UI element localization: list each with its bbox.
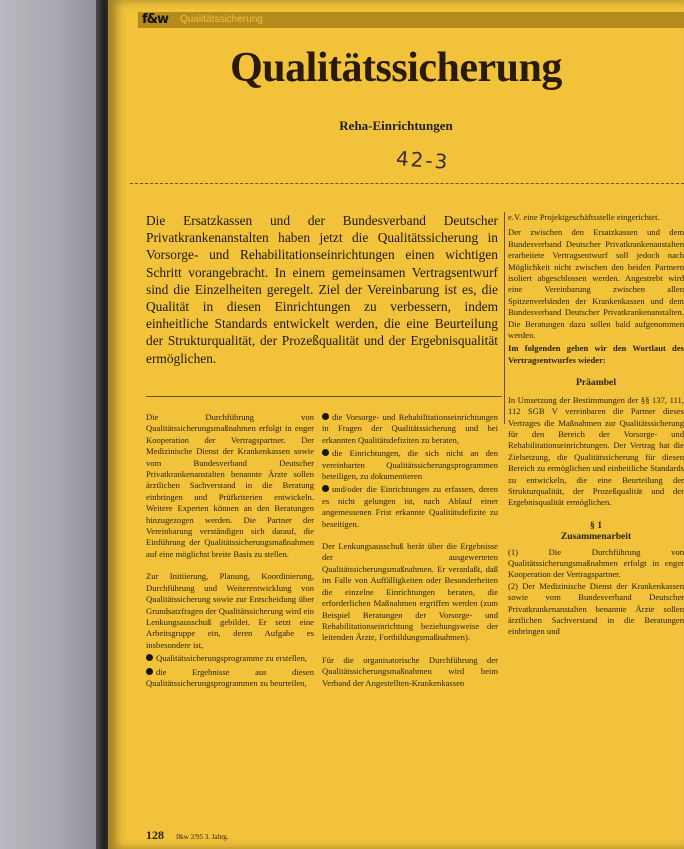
col2-paragraph: Der Lenkungsausschuß berät über die Ergebnisse der ausgewerteten Qualitätssicherungsmaßnahmen. Er veranlaßt, daß im Falle von Auffälligkeiten oder Besonderheiten die einzelne Einrichtungen beraten, die erforderlichen Maßnahmen ergriffen werden (zum Beispiel Beratungen der Vorsorge- und Rehabilitationseinrichtung beziehungsweise der leitenden Ärzte, Fortbildungsmaßnahmen). (322, 541, 498, 643)
handwritten-note: 42-3 (395, 146, 451, 174)
intro-paragraph: Die Ersatzkassen und der Bundesverband Deutscher Privatkrankenanstalten haben jetzt die Qualitätssicherung in Vorsorge- und Rehabilitationseinrichtungen einen wichtigen Schritt vorangebracht. In einem gemeinsamen Vertragsentwurf sind die Einzelheiten geregelt. Ziel der Vereinbarung ist es, die Qualität in diesen Einrichtungen zu verbessern, indem einheitliche Standards entwickelt werden, die eine Beurteilung der Strukturqualität, der Prozeßqualität und der Ergebnisqualität ermöglichen. (146, 213, 498, 366)
bullet-icon (322, 485, 329, 492)
bullet-text: Qualitätssicherungsprogramme zu erstellen, (156, 653, 308, 664)
bullet-item (322, 484, 498, 530)
bullet-text: die Einrichtungen, die sich nicht an den vereinbarten Qualitätssicherungsprogrammen beteiligen, zu dokumentieren (322, 448, 498, 482)
bullet-icon (146, 654, 153, 661)
text-column-3 (508, 212, 684, 649)
col1-paragraph: Die Durchführung von Qualitätssicherungsmaßnahmen erfolgt in enger Kooperation der Vertragspartner. Der Medizinische Dienst der Krankenkassen sowie vom Bundesverband Deutscher Privatkrankenanstalten benannte Ärzte sollen ärztlichen Sachverstand in die Beratung einbringen und Prüfkriterien entwickeln. Weitere Experten können an den Beratungen hinzugezogen werden. Die Partner der Vereinbarung verständigen sich darauf, die Einführung der Qualitätssicherungsmaßnahmen auf eine möglichst breite Basis zu stellen. (146, 412, 314, 559)
footer-source: f&w 2/95 3. Jahrg. (176, 833, 229, 841)
bullet-icon (322, 413, 329, 420)
text-column-2 (322, 412, 498, 700)
col3-paragraph: (2) Der Medizinische Dienst der Krankenkassen sowie vom Bundesverband Deutscher Privatkrankenanstalten benannte Ärzte sollen ärztlichen Sachverstand in die Beratungen einbringen und (508, 580, 684, 637)
col3-paragraph: Der zwischen den Ersatzkassen und dem Bundesverband Deutscher Privatkrankenanstalten erarbeitete Vertragsentwurf soll jedoch nach Möglichkeit nicht zwischen den beiden Partnern isoliert abgeschlossen werden. Angestrebt wird eine Vereinbarung zwischen allen Spitzenverbänden der Krankenkassen und dem Bundesverband Deutscher Privatkrankenanstalten. Die Beratungen dazu sollen bald aufgenommen werden. (508, 227, 684, 341)
bullet-item (322, 448, 498, 482)
section-number: § 1 (590, 519, 602, 531)
col1-paragraph: Zur Initiierung, Planung, Koordinierung, Durchführung und Weiterentwicklung von Qualitätssicherung sowie zur Entscheidung über Grundsatzfragen der Qualitätssicherung wird ein Lenkungsausschuß gebildet. Er setzt eine Arbeitsgruppe ein, deren Aufgabe es insbesondere ist, (146, 571, 314, 650)
col3-paragraph: e.V. eine Projektgeschäftsstelle eingerichtet. (508, 212, 660, 222)
page-number: 128 (146, 828, 164, 842)
magazine-logo: f&w (142, 12, 169, 27)
bullet-icon (322, 449, 329, 456)
col3-paragraph: In Umsetzung der Bestimmungen der §§ 137, 111, 112 SGB V vereinbaren die Partner dieses Vertrages die Maßnahmen zur Qualitätssicherung für den Bereich der Vorsorge- und Rehabilitationseinrichtungen. Der Vertrag hat die Zielsetzung, die Qualitätssicherung für diesen Bereich zu ermöglichen und einheitliche Standards zu entwickeln, die eine Beurteilung der Strukturqualität, der Prozeßqualität und der Ergebnisqualität ermöglichen. (508, 394, 684, 508)
col2-paragraph: Für die organisatorische Durchführung der Qualitätssicherungsmaßnahmen wird beim Verband der Angestellten-Krankenkassen (322, 654, 498, 688)
page-subtitle: Reha-Einrichtungen (339, 118, 453, 133)
bullet-item (322, 412, 498, 446)
col3-lead-in: Im folgenden geben wir den Wortlaut des Vertragsentwurfes wieder: (508, 343, 684, 365)
section-label: Qualitätssicherung (180, 14, 263, 25)
intro-rule (146, 396, 502, 397)
col3-paragraph: (1) Die Durchführung von Qualitätssicherungsmaßnahmen erfolgt in enger Kooperation der Vertragspartner. (508, 546, 684, 580)
page-footer (146, 826, 229, 844)
background-left (0, 0, 100, 849)
page-title: Qualitätssicherung (230, 45, 562, 91)
text-column-1 (146, 412, 314, 691)
section-heading: Zusammenarbeit (560, 531, 632, 543)
column-rule (504, 212, 505, 424)
bullet-text: und/oder die Einrichtungen zu erfassen, deren es nicht gelungen ist, nach Ablauf einer angemessenen Frist erkannte Qualitätsdefizite zu beseitigen. (322, 484, 498, 529)
magazine-page (108, 0, 684, 849)
section-heading: Präambel (576, 377, 616, 389)
bullet-icon (146, 668, 153, 675)
dashed-divider (130, 183, 684, 184)
bullet-text: die Vorsorge- und Rehabilitationseinrichtungen in Fragen der Qualitätssicherung und bei erkannten Qualitätsdefiziten zu beraten, (322, 412, 498, 445)
bullet-item (146, 653, 314, 664)
bullet-item (146, 667, 314, 690)
bullet-text: die Ergebnisse aus diesen Qualitätssicherungsprogrammen zu beurteilen, (146, 666, 314, 688)
